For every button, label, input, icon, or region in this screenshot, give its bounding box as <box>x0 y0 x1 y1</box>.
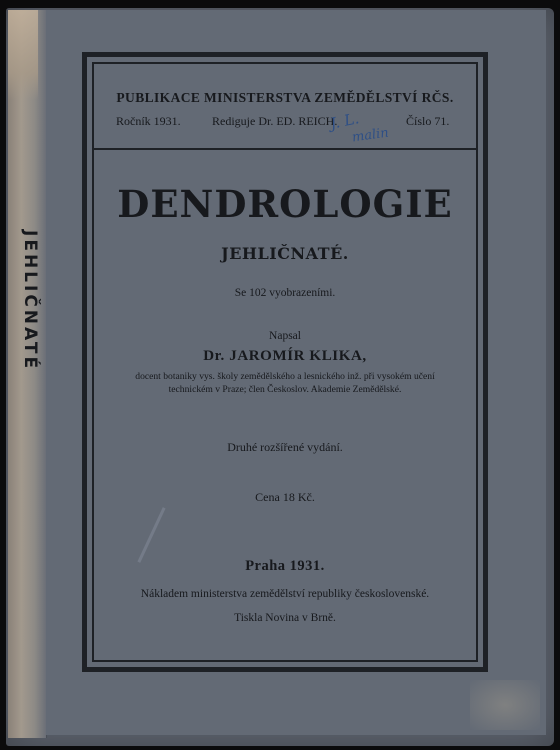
printer: Tiskla Novina v Brně. <box>234 612 336 624</box>
series-title: PUBLIKACE MINISTERSTVA ZEMĚDĚLSTVÍ RČS. <box>116 90 454 105</box>
author-name: Dr. JAROMÍR KLIKA, <box>203 348 367 364</box>
editor-credit: Rediguje Dr. ED. REICH. <box>212 114 338 128</box>
edition-note: Druhé rozšířené vydání. <box>227 440 343 454</box>
issue-number: Číslo 71. <box>406 114 450 128</box>
book-subtitle: JEHLIČNATÉ. <box>221 244 349 263</box>
cover-stain <box>470 680 540 730</box>
book-spine <box>8 10 47 738</box>
place-year: Praha 1931. <box>245 558 325 574</box>
handwritten-note: J. L. <box>328 109 361 133</box>
spine-title: JEHLIČNATÉ <box>20 230 40 372</box>
volume-year: Ročník 1931. <box>116 114 181 128</box>
spine-wear <box>8 10 38 100</box>
illustrations-note: Se 102 vyobrazeními. <box>234 287 336 299</box>
header-divider <box>94 148 476 150</box>
price: Cena 18 Kč. <box>255 490 315 504</box>
author-bio: docent botaniky vys. školy zemědělského a lesnického inž. při vysokém učení technickém v Praze; člen Českoslov. Akademie Zemědělské. <box>135 371 435 395</box>
book-title: DENDROLOGIE <box>117 182 453 226</box>
publisher: Nákladem ministerstva zemědělství republiky československé. <box>140 588 430 600</box>
written-by-label: Napsal <box>269 330 301 342</box>
handwritten-signature: malin <box>351 125 390 146</box>
